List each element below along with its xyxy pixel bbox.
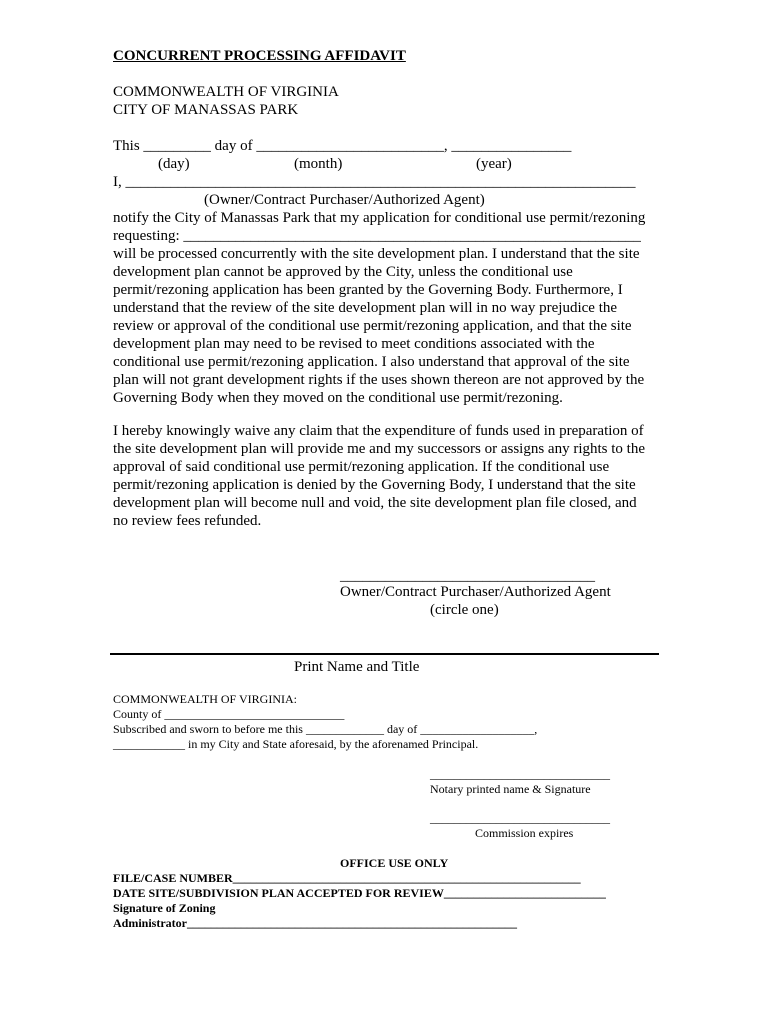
- year-label: (year): [476, 156, 512, 172]
- zoning-signature-label: Signature of Zoning: [113, 901, 216, 915]
- print-name-rule: [110, 653, 659, 655]
- signature-line: __________________________________: [340, 568, 595, 584]
- paragraph-line: Governing Body when they moved on the conditional use permit/rezoning.: [113, 390, 563, 406]
- paragraph-line: permit/rezoning application has been granted by the Governing Body. Furthermore, I: [113, 282, 623, 298]
- city-heading: CITY OF MANASSAS PARK: [113, 102, 299, 118]
- paragraph-line: development plan cannot be approved by the City, unless the conditional use: [113, 264, 573, 280]
- paragraph-notice: [113, 209, 653, 407]
- file-case-field: FILE/CASE NUMBER__________________________________________________________: [113, 871, 581, 885]
- paragraph-line: approval of said conditional use permit/rezoning application. If the conditional use: [113, 459, 610, 475]
- paragraph-line: conditional use permit/rezoning application. I also understand that approval of the site: [113, 354, 630, 370]
- paragraph-line: requesting: _____________________________________________________________: [113, 228, 641, 244]
- paragraph-line: development plan may need to be revised to meet conditions associated with the: [113, 336, 595, 352]
- month-label: (month): [294, 156, 343, 172]
- paragraph-waiver: [113, 422, 653, 530]
- day-label: (day): [158, 156, 190, 172]
- commission-line: ______________________________: [430, 811, 610, 825]
- identity-line: I, ____________________________________________________________________: [113, 174, 636, 190]
- paragraph-line: development plan will become null and void, the site development plan file closed, and: [113, 495, 637, 511]
- paragraph-line: I hereby knowingly waive any claim that the expenditure of funds used in preparation of: [113, 423, 644, 439]
- signature-label: Owner/Contract Purchaser/Authorized Agent: [340, 584, 611, 600]
- paragraph-line: permit/rezoning application is denied by the Governing Body, I understand that the site: [113, 477, 636, 493]
- notary-signature-label: Notary printed name & Signature: [430, 782, 591, 796]
- commission-label: Commission expires: [475, 826, 574, 840]
- paragraph-line: will be processed concurrently with the site development plan. I understand that the site: [113, 246, 640, 262]
- commonwealth-heading: COMMONWEALTH OF VIRGINIA: [113, 84, 339, 100]
- paragraph-line: notify the City of Manassas Park that my application for conditional use permit/rezoning: [113, 210, 646, 226]
- notary-city-state: ____________ in my City and State aforesaid, by the aforenamed Principal.: [113, 737, 479, 751]
- paragraph-line: the site development plan will provide me and my successors or assigns any rights to the: [113, 441, 645, 457]
- paragraph-line: no review fees refunded.: [113, 513, 262, 529]
- administrator-field: Administrator_______________________________________________________: [113, 916, 517, 930]
- paragraph-line: plan will not grant development rights if the uses shown thereon are not approved by the: [113, 372, 645, 388]
- date-line: This _________ day of _________________________, ________________: [113, 138, 572, 154]
- paragraph-line: understand that the review of the site development plan will in no way prejudice the: [113, 300, 618, 316]
- signature-sublabel: (circle one): [430, 602, 499, 618]
- print-name-label: Print Name and Title: [294, 659, 420, 675]
- notary-state: COMMONWEALTH OF VIRGINIA:: [113, 692, 298, 706]
- date-accepted-field: DATE SITE/SUBDIVISION PLAN ACCEPTED FOR REVIEW___________________________: [113, 886, 606, 900]
- notary-signature-line: ______________________________: [430, 767, 610, 781]
- notary-sworn: Subscribed and sworn to before me this _____________ day of ___________________,: [113, 722, 538, 736]
- identity-caption: (Owner/Contract Purchaser/Authorized Agent): [204, 192, 485, 208]
- notary-county: County of ______________________________: [113, 707, 345, 721]
- office-use-heading: OFFICE USE ONLY: [340, 856, 449, 870]
- document-title: CONCURRENT PROCESSING AFFIDAVIT: [113, 48, 406, 64]
- paragraph-line: review or approval of the conditional use permit/rezoning application, and that the site: [113, 318, 632, 334]
